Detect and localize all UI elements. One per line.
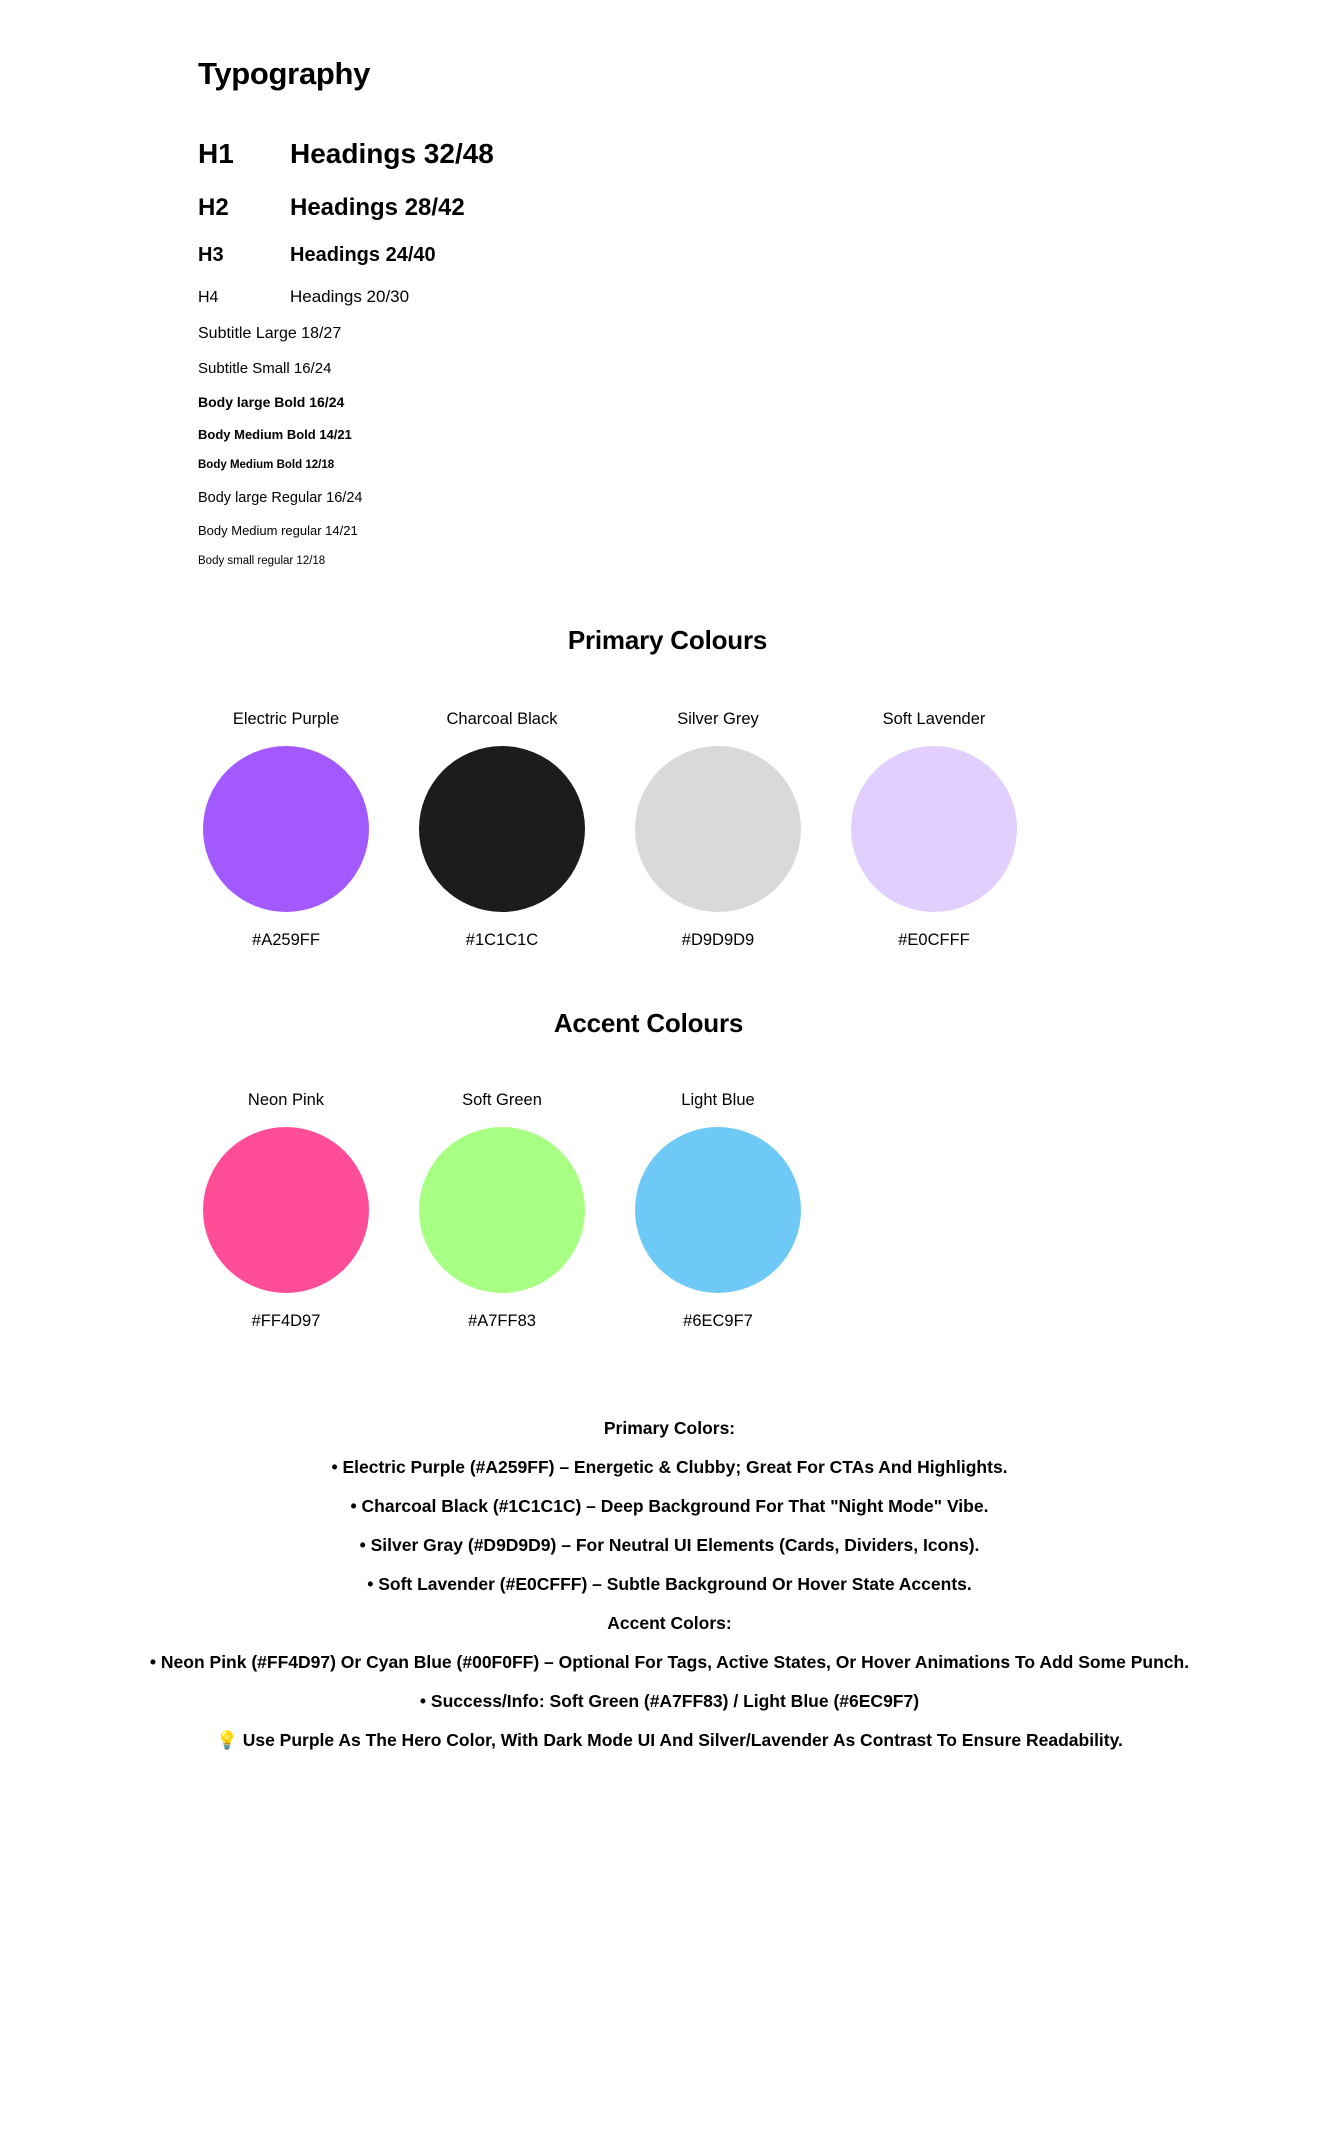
palette-description [150,1409,1190,1800]
swatch-name: Electric Purple [232,710,340,728]
swatch-name: Soft Green [462,1091,542,1109]
typography-tag-h4: H4 [198,289,219,306]
desc-line-charcoal-black: • Charcoal Black (#1C1C1C) – Deep Background For That "Night Mode" Vibe. [350,1496,989,1516]
swatch-hex: #D9D9D9 [681,931,755,949]
typography-heading: Typography [198,56,371,91]
typography-row-h4 [198,287,1339,307]
swatch-name: Neon Pink [247,1091,325,1109]
typography-row-h1 [198,138,1339,170]
typography-tag-h3: H3 [198,244,224,266]
desc-line-success-info: • Success/Info: Soft Green (#A7FF83) / Light Blue (#6EC9F7) [419,1691,920,1711]
typography-row-h3 [198,244,1339,267]
swatch-hex: #1C1C1C [465,931,539,949]
typography-body-large-regular: Body large Regular 16/24 [198,490,363,506]
swatch-silver-grey [610,710,826,950]
swatch-circle-neon-pink [203,1127,369,1293]
swatch-light-blue [610,1091,826,1331]
swatch-electric-purple [178,710,394,950]
accent-colours-section [0,1008,1339,1331]
swatch-circle-soft-lavender [851,746,1017,912]
swatch-soft-green [394,1091,610,1331]
desc-line-neon-pink: • Neon Pink (#FF4D97) Or Cyan Blue (#00F0FF) – Optional For Tags, Active States, Or Hover Animations To Add Some Punch. [149,1652,1190,1672]
swatch-charcoal-black [394,710,610,950]
desc-line-electric-purple: • Electric Purple (#A259FF) – Energetic & Clubby; Great For CTAs And Highlights. [331,1457,1008,1477]
swatch-name: Silver Grey [677,710,759,728]
desc-line-accent-heading: Accent Colors: [607,1613,732,1633]
swatch-name: Light Blue [681,1091,755,1109]
swatch-soft-lavender [826,710,1042,950]
typography-subtitle-small: Subtitle Small 16/24 [198,360,332,377]
swatch-name: Charcoal Black [446,710,558,728]
swatch-circle-charcoal-black [419,746,585,912]
typography-row-h2 [198,194,1339,222]
accent-colours-heading: Accent Colours [553,1008,744,1038]
typography-sample-h1: Headings 32/48 [290,138,494,169]
swatch-name: Soft Lavender [882,710,986,728]
swatch-circle-electric-purple [203,746,369,912]
typography-sample-h4: Headings 20/30 [290,287,410,306]
typography-body-medium-bold-14: Body Medium Bold 14/21 [198,427,352,442]
desc-line-soft-lavender: • Soft Lavender (#E0CFFF) – Subtle Background Or Hover State Accents. [367,1574,972,1594]
swatch-circle-soft-green [419,1127,585,1293]
typography-sample-h2: Headings 28/42 [290,194,465,221]
swatch-circle-light-blue [635,1127,801,1293]
swatch-hex: #E0CFFF [898,931,970,949]
desc-line-primary-heading: Primary Colors: [603,1418,736,1438]
typography-body-large-bold: Body large Bold 16/24 [198,394,345,410]
swatch-circle-silver-grey [635,746,801,912]
typography-section [0,0,1339,567]
typography-tag-h1: H1 [198,138,234,169]
swatch-neon-pink [178,1091,394,1331]
desc-line-silver-gray: • Silver Gray (#D9D9D9) – For Neutral UI Elements (Cards, Dividers, Icons). [359,1535,980,1555]
swatch-hex: #A7FF83 [468,1312,536,1330]
typography-tag-h2: H2 [198,194,229,221]
typography-subtitle-large: Subtitle Large 18/27 [198,325,342,342]
desc-line-tip: 💡 Use Purple As The Hero Color, With Dark Mode UI And Silver/Lavender As Contrast To Ensure Readability. [216,1730,1123,1750]
typography-body-small-regular: Body small regular 12/18 [198,555,326,567]
swatch-hex: #A259FF [252,931,320,949]
typography-body-medium-regular: Body Medium regular 14/21 [198,523,358,538]
typography-body-medium-bold-12: Body Medium Bold 12/18 [198,459,335,471]
swatch-hex: #6EC9F7 [683,1312,753,1330]
primary-swatch-row [0,710,1339,950]
primary-colours-section [0,625,1339,950]
swatch-hex: #FF4D97 [251,1312,321,1330]
accent-swatch-row [0,1091,1339,1331]
typography-sample-h3: Headings 24/40 [290,244,436,266]
primary-colours-heading: Primary Colours [567,625,768,655]
